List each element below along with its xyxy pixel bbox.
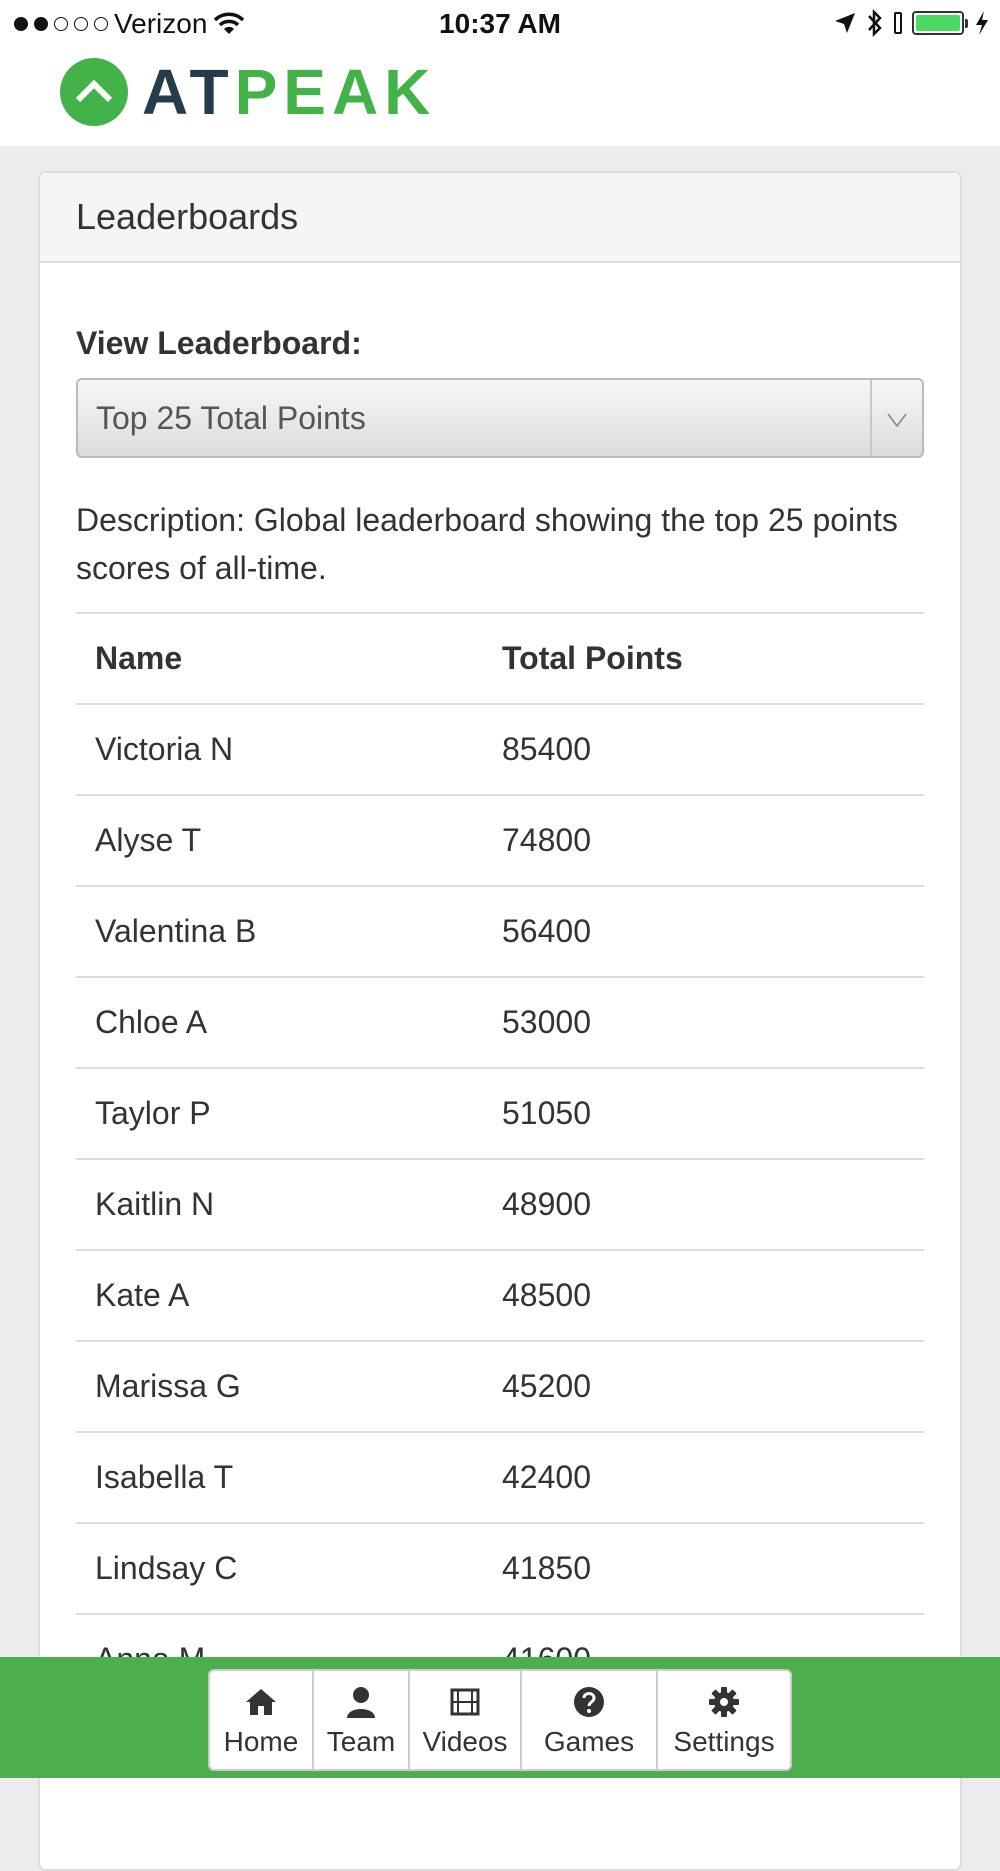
table-row xyxy=(76,1432,924,1523)
table-row xyxy=(76,1068,924,1159)
tab-home-label: Home xyxy=(223,1726,299,1757)
tab-games-label: Games xyxy=(543,1726,635,1757)
carrier-name: Verizon xyxy=(114,8,208,39)
logo-peak-icon xyxy=(60,58,128,126)
table-header-row xyxy=(76,613,924,704)
table-row xyxy=(76,1250,924,1341)
tab-videos-label: Videos xyxy=(422,1726,508,1757)
leaderboard-description: Description: Global leaderboard showing the top 25 points scores of all-time. xyxy=(76,502,898,586)
chevron-down-icon xyxy=(870,380,922,456)
player-total-points: 41850 xyxy=(483,1523,924,1614)
tab-videos[interactable] xyxy=(410,1671,522,1769)
tab-settings-label: Settings xyxy=(673,1726,775,1757)
user-icon xyxy=(346,1682,376,1722)
question-icon xyxy=(573,1682,605,1722)
player-name: Kaitlin N xyxy=(76,1159,483,1250)
tab-settings[interactable] xyxy=(658,1671,790,1769)
logo-wordmark-peak: PEAK xyxy=(234,56,437,128)
player-total-points: 56400 xyxy=(483,886,924,977)
player-name: Marissa G xyxy=(76,1341,483,1432)
battery-icon xyxy=(912,11,964,35)
player-total-points: 42400 xyxy=(483,1432,924,1523)
headphones-battery-icon xyxy=(894,12,902,34)
table-row xyxy=(76,795,924,886)
table-row xyxy=(76,886,924,977)
table-row xyxy=(76,1159,924,1250)
leaderboard-select[interactable] xyxy=(76,378,924,458)
player-name: Taylor P xyxy=(76,1068,483,1159)
tab-team[interactable] xyxy=(314,1671,410,1769)
home-icon xyxy=(245,1682,277,1722)
player-name: Alyse T xyxy=(76,795,483,886)
atpeak-logo[interactable] xyxy=(60,58,436,126)
charging-bolt-icon xyxy=(974,10,990,36)
leaderboard-panel xyxy=(38,171,962,1871)
player-name: Kate A xyxy=(76,1250,483,1341)
player-total-points: 53000 xyxy=(483,977,924,1068)
status-right xyxy=(834,8,990,38)
player-name: Lindsay C xyxy=(76,1523,483,1614)
panel-title: Leaderboards xyxy=(40,173,960,263)
bottom-tab-bar xyxy=(0,1657,1000,1778)
player-total-points: 51050 xyxy=(483,1068,924,1159)
player-total-points: 74800 xyxy=(483,795,924,886)
gear-icon xyxy=(708,1682,740,1722)
column-header-total-points: Total Points xyxy=(483,613,924,704)
table-row xyxy=(76,1341,924,1432)
bluetooth-icon xyxy=(866,8,884,38)
column-header-name: Name xyxy=(76,613,483,704)
player-name: Valentina B xyxy=(76,886,483,977)
view-leaderboard-label: View Leaderboard: xyxy=(76,325,362,361)
status-bar xyxy=(0,0,1000,50)
logo-wordmark xyxy=(142,58,436,126)
panel-body xyxy=(40,325,960,1706)
tab-home[interactable] xyxy=(210,1671,314,1769)
logo-wordmark-at: AT xyxy=(142,56,235,128)
player-total-points: 45200 xyxy=(483,1341,924,1432)
player-total-points: 48500 xyxy=(483,1250,924,1341)
table-row xyxy=(76,1523,924,1614)
leaderboard-table xyxy=(76,612,924,1706)
film-icon xyxy=(450,1682,480,1722)
player-name: Victoria N xyxy=(76,704,483,795)
player-total-points: 48900 xyxy=(483,1159,924,1250)
player-total-points: 85400 xyxy=(483,704,924,795)
location-arrow-icon xyxy=(834,12,856,34)
player-name: Isabella T xyxy=(76,1432,483,1523)
tab-games[interactable] xyxy=(522,1671,658,1769)
status-time: 10:37 AM xyxy=(439,8,561,39)
table-row xyxy=(76,704,924,795)
tab-team-label: Team xyxy=(326,1726,396,1757)
leaderboard-select-value: Top 25 Total Points xyxy=(96,400,366,436)
app-header xyxy=(0,50,1000,146)
leaderboard-rows xyxy=(76,704,924,1705)
player-name: Chloe A xyxy=(76,977,483,1068)
tab-group xyxy=(208,1669,792,1771)
table-row xyxy=(76,977,924,1068)
